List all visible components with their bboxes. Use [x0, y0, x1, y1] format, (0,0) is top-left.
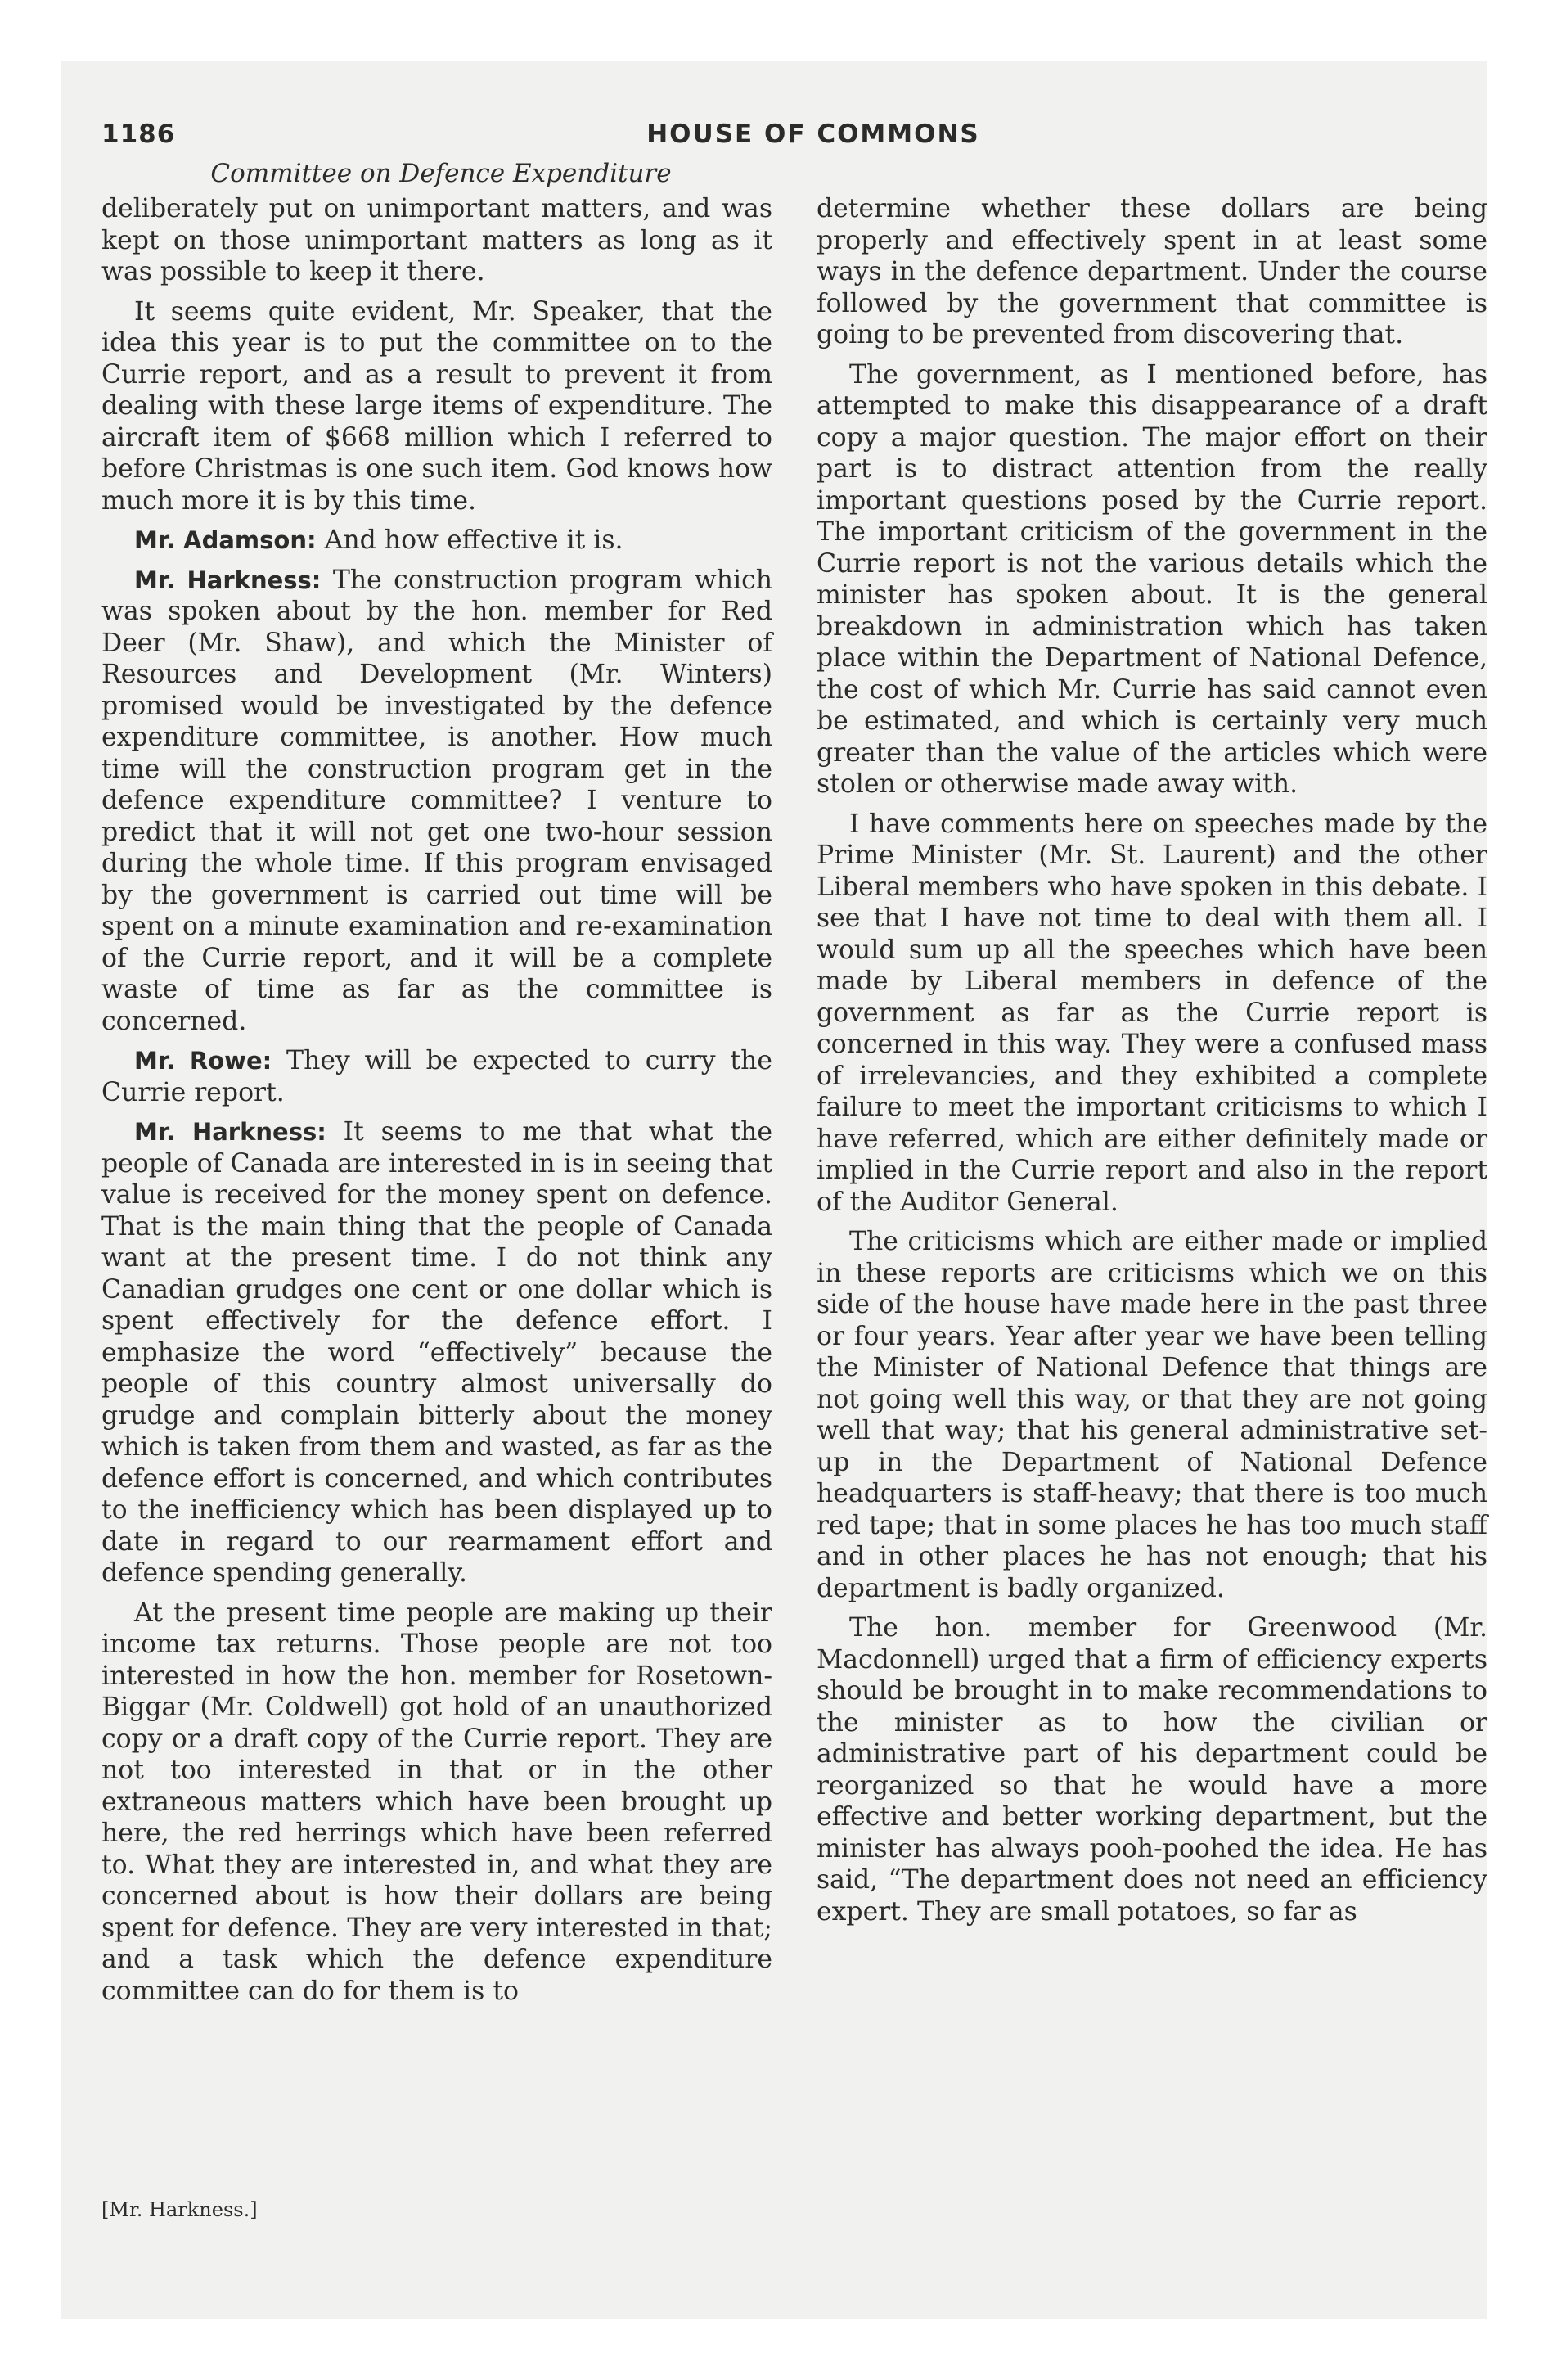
- speech-text: It seems to me that what the people of Canada are interested in is in seeing that value is received for the money spent on defence. That is the main thing that the people of Canada want at the present time. I do not think any Canadian grudges one cent or one dollar which is spent effectively for the defence effort. I emphasize the word “effectively” because the people of this country almost universally do grudge and complain bitterly about the money which is taken from them and wasted, as far as the defence effort is concerned, and which contributes to the inefficiency which has been displayed up to date in regard to our rearmament effort and defence spending generally.: [101, 1117, 772, 1588]
- hansard-page: [101, 119, 1487, 2313]
- speech-paragraph: [101, 525, 772, 557]
- paragraph: It seems quite evident, Mr. Speaker, that the idea this year is to put the committee on to the Currie report, and as a result to prevent it from dealing with these large items of expenditure. The aircraft item of $668 million which I referred to before Christmas is one such item. God knows how much more it is by this time.: [101, 296, 772, 516]
- page-scan: [61, 61, 1487, 2319]
- paragraph: The hon. member for Greenwood (Mr. Macdonnell) urged that a firm of efficiency experts should be brought in to make recommendations to the minister as to how the civilian or administrative part of his department could be reorganized so that he would have a more effective and better working department, but the minister has always pooh-poohed the idea. He has said, “The department does not need an efficiency expert. They are small potatoes, so far as: [817, 1613, 1487, 1927]
- running-head: HOUSE OF COMMONS: [646, 119, 980, 149]
- paragraph: At the present time people are making up their income tax returns. Those people are not too interested in how the hon. member for Rosetown-Biggar (Mr. Coldwell) got hold of an unauthorized copy or a draft copy of the Currie report. They are not too interested in that or in the other extraneous matters which have been brought up here, the red herrings which have been referred to. What they are interested in, and what they are concerned about is how their dollars are being spent for defence. They are very interested in that; and a task which the defence expenditure committee can do for them is to: [101, 1598, 772, 2006]
- paragraph: determine whether these dollars are being properly and effectively spent in at least some ways in the defence department. Under the course followed by the government that committee is going to be prevented from discovering that.: [817, 194, 1487, 349]
- speaker-name: Mr. Harkness:: [134, 566, 322, 594]
- speech-text: The construction program which was spoken about by the hon. member for Red Deer (Mr. Shaw), and which the Minister of Resources and Development (Mr. Winters) promised would be investigated by the defence expenditure committee, is another. How much time will the construction program get in the defence expenditure committee? I venture to predict that it will not get one two-hour session during the whole time. If this program envisaged by the government is carried out time will be spent on a minute examination and re-examination of the Currie report, and it will be a complete waste of time as far as the committee is concerned.: [101, 565, 772, 1036]
- left-column: [101, 193, 772, 2015]
- paragraph: deliberately put on unimportant matters, and was kept on those unimportant matters as long as it was possible to keep it there.: [101, 194, 772, 286]
- page-header: [101, 119, 1487, 164]
- paragraph: I have comments here on speeches made by the Prime Minister (Mr. St. Laurent) and the other Liberal members who have spoken in this debate. I see that I have not time to deal with them all. I would sum up all the speeches which have been made by Liberal members in defence of the government as far as the Currie report is concerned in this way. They were a confused mass of irrelevancies, and they exhibited a complete failure to meet the important criticisms to which I have referred, which are either definitely made or implied in the Currie report and also in the report of the Auditor General.: [817, 809, 1487, 1217]
- speech-text: And how effective it is.: [316, 525, 623, 555]
- page-number: 1186: [101, 119, 176, 149]
- paragraph: The government, as I mentioned before, has attempted to make this disappearance of a draft copy a major question. The major effort on their part is to distract attention from the really important questions posed by the Currie report. The important criticism of the government in the Currie report is not the various details which the minister has spoken about. It is the general breakdown in administration which has taken place within the Department of National Defence, the cost of which Mr. Currie has said cannot even be estimated, and which is certainly very much greater than the value of the articles which were stolen or otherwise made away with.: [817, 359, 1487, 799]
- speech-text: They will be expected to curry the Currie report.: [101, 1046, 773, 1107]
- speech-paragraph: [101, 565, 772, 1038]
- speech-paragraph: [101, 1045, 772, 1108]
- speech-paragraph: [101, 1116, 772, 1589]
- speaker-reference-footer: [Mr. Harkness.]: [101, 2198, 258, 2221]
- speaker-name: Mr. Harkness:: [134, 1118, 326, 1146]
- speaker-name: Mr. Rowe:: [134, 1047, 272, 1075]
- section-subhead: Committee on Defence Expenditure: [210, 159, 672, 188]
- speaker-name: Mr. Adamson:: [134, 526, 317, 554]
- paragraph: The criticisms which are either made or implied in these reports are criticisms which we on this side of the house have made here in the past three or four years. Year after year we have been telling the Minister of National Defence that things are not going well this way, or that they are not going well that way; that his general administrative set-up in the Department of National Defence headquarters is staff-heavy; that there is too much red tape; that in some places he has too much staff and in other places he has not enough; that his department is badly organized.: [817, 1227, 1487, 1603]
- right-column: [817, 193, 1487, 1936]
